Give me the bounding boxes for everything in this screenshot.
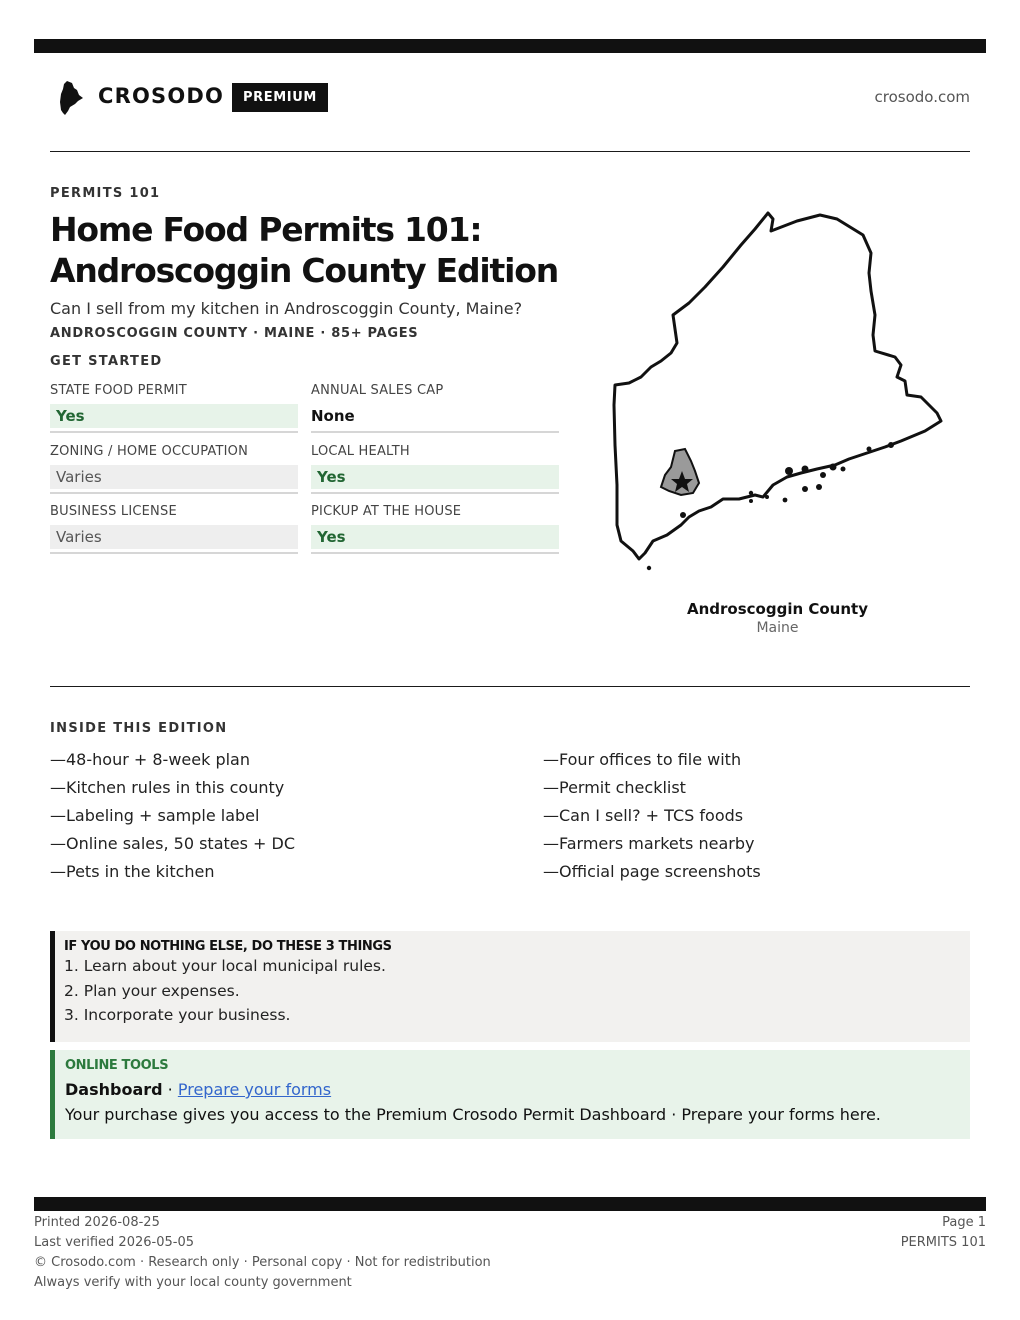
fact-pickup	[311, 503, 559, 554]
fact-zoning	[50, 443, 298, 494]
verify-note: Always verify with your local county government	[34, 1275, 352, 1290]
tools-dashboard-line	[65, 1079, 970, 1101]
fact-value: None	[311, 407, 355, 425]
toc-item: —Pets in the kitchen	[50, 862, 215, 881]
toc-left-column	[50, 749, 480, 889]
fact-divider	[311, 552, 559, 554]
fact-value: Yes	[311, 465, 559, 489]
callout-item: 1. Learn about your local municipal rules.	[64, 957, 386, 975]
toc-item: —Official page screenshots	[543, 862, 761, 881]
toc-item: —Kitchen rules in this county	[50, 778, 285, 797]
title-line-2: Androscoggin County Edition	[50, 251, 558, 290]
page-title	[50, 209, 590, 291]
header	[50, 78, 970, 118]
section-divider	[50, 686, 970, 687]
page-subtitle: Can I sell from my kitchen in Androscoggin County, Maine?	[50, 299, 523, 318]
tools-description: Your purchase gives you access to the Premium Crosodo Permit Dashboard · Prepare your forms here.	[65, 1105, 881, 1124]
map-caption	[650, 600, 905, 636]
fact-divider	[50, 431, 298, 433]
map-county-name: Androscoggin County	[687, 600, 868, 618]
dashboard-label: Dashboard	[65, 1080, 163, 1099]
fact-value: Yes	[50, 404, 298, 428]
fact-divider	[311, 492, 559, 494]
callout-item: 3. Incorporate your business.	[64, 1006, 291, 1024]
maine-logo-icon	[58, 80, 84, 116]
tools-title: ONLINE TOOLS	[65, 1058, 169, 1073]
title-line-1: Home Food Permits 101:	[50, 210, 482, 249]
brand-name: CROSODO	[98, 84, 225, 108]
footer-left	[34, 1213, 491, 1293]
get-started-heading: GET STARTED	[50, 354, 163, 369]
inside-heading: INSIDE THIS EDITION	[50, 721, 228, 736]
toc-right-column	[543, 749, 973, 889]
fact-value: Varies	[50, 525, 298, 549]
callout-item: 2. Plan your expenses.	[64, 981, 240, 1000]
three-things-callout	[50, 931, 970, 1042]
fact-label: ZONING / HOME OCCUPATION	[50, 444, 249, 459]
maine-county-map	[605, 205, 950, 575]
fact-label: PICKUP AT THE HOUSE	[311, 504, 462, 519]
toc-item: —Labeling + sample label	[50, 806, 260, 825]
page-meta: ANDROSCOGGIN COUNTY · MAINE · 85+ PAGES	[50, 326, 419, 341]
toc-item: —Can I sell? + TCS foods	[543, 806, 744, 825]
verified-date: Last verified 2026-05-05	[34, 1235, 194, 1250]
map-state-name: Maine	[756, 620, 799, 636]
fact-label: STATE FOOD PERMIT	[50, 383, 187, 398]
top-bar	[34, 39, 986, 53]
header-divider	[50, 151, 970, 152]
premium-badge: PREMIUM	[232, 83, 328, 112]
toc-item: —Permit checklist	[543, 778, 686, 797]
fact-value: Varies	[50, 465, 298, 489]
page-number: Page 1	[942, 1215, 986, 1230]
fact-local-health	[311, 443, 559, 494]
tools-separator: ·	[162, 1080, 178, 1099]
toc-item: —Four offices to file with	[543, 750, 742, 769]
fact-divider	[311, 431, 559, 433]
prepare-forms-link[interactable]: Prepare your forms	[177, 1080, 332, 1099]
footer-section: PERMITS 101	[900, 1235, 986, 1250]
fact-label: BUSINESS LICENSE	[50, 504, 177, 519]
fact-business-license	[50, 503, 298, 554]
fact-state-food-permit	[50, 382, 298, 433]
bottom-bar	[34, 1197, 986, 1211]
copyright-notice: © Crosodo.com · Research only · Personal copy · Not for redistribution	[34, 1255, 491, 1270]
fact-value: Yes	[311, 525, 559, 549]
fact-annual-sales-cap	[311, 382, 559, 433]
online-tools-box	[50, 1050, 970, 1139]
callout-title: IF YOU DO NOTHING ELSE, DO THESE 3 THINGS	[64, 939, 392, 954]
toc-item: —Farmers markets nearby	[543, 834, 755, 853]
maine-outline	[614, 213, 941, 559]
fact-label: LOCAL HEALTH	[311, 444, 410, 459]
toc-item: —Online sales, 50 states + DC	[50, 834, 296, 853]
toc-item: —48-hour + 8-week plan	[50, 750, 250, 769]
section-eyebrow: PERMITS 101	[50, 186, 161, 201]
site-url[interactable]: crosodo.com	[874, 88, 970, 106]
footer-right	[901, 1213, 986, 1253]
fact-divider	[50, 492, 298, 494]
fact-label: ANNUAL SALES CAP	[311, 383, 444, 398]
fact-divider	[50, 552, 298, 554]
printed-date: Printed 2026-08-25	[34, 1215, 160, 1230]
